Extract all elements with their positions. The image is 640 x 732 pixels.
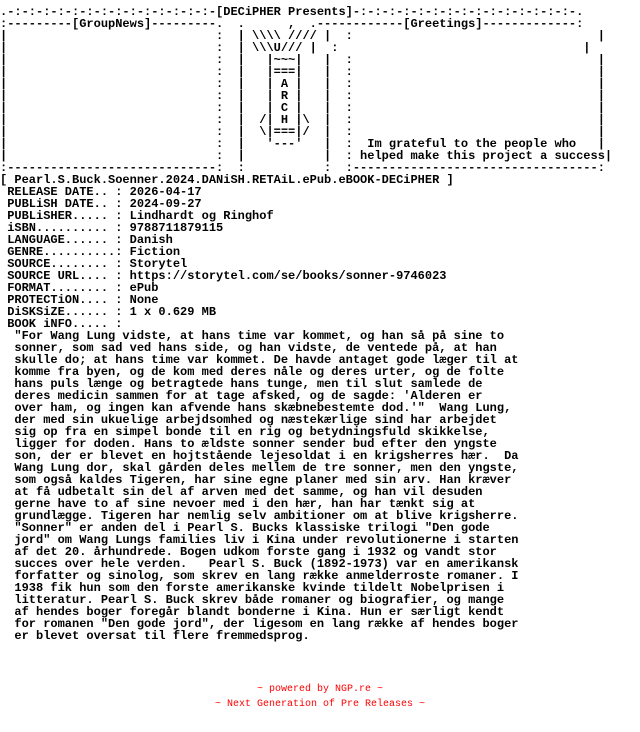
nfo-line: | : | |===| | : | xyxy=(0,65,605,79)
nfo-line: "Sonner" er anden del i Pearl S. Bucks klassiske trilogi "Den gode xyxy=(0,521,490,535)
nfo-line: "For Wang Lung vidste, at hans time var kommet, og han så på sine to xyxy=(0,329,505,343)
nfo-line: komme fra byen, og de kom med deres nåle og deres urter, og de folte xyxy=(0,365,505,379)
nfo-line: som også kaldes Tigeren, har sine egne planer med sin arv. Han kræver xyxy=(0,473,512,487)
nfo-line: iSBN.......... : 9788711879115 xyxy=(0,221,224,235)
nfo-line: PUBLiSHER..... : Lindhardt og Ringhof xyxy=(0,209,274,223)
nfo-line: | : | |~~~| | : | xyxy=(0,53,605,67)
nfo-text-block xyxy=(0,6,612,642)
nfo-line: GENRE..........: Fiction xyxy=(0,245,181,259)
nfo-line: FORMAT........ : ePub xyxy=(0,281,159,295)
nfo-line: gerne have to af sine nevoer med i den hær, han har tænkt sig at xyxy=(0,497,476,511)
nfo-line: sig op fra en simpel bonde til en rig og betydningsfuld skikkelse, xyxy=(0,425,490,439)
nfo-line: DiSKSiZE...... : 1 x 0.629 MB xyxy=(0,305,217,319)
nfo-line: | : | '---' | : Im grateful to the people who | xyxy=(0,137,605,151)
nfo-footer xyxy=(0,682,640,712)
nfo-line: | : | | : helped make this project a success| xyxy=(0,149,613,163)
nfo-line: | : | | C | | : | xyxy=(0,101,605,115)
nfo-line: der med sin ukuelige arbejdsomhed og næstekærlige sind har arbejdet xyxy=(0,413,497,427)
nfo-line: at få udbetalt sin del af arven med det samme, og han vil desuden xyxy=(0,485,483,499)
nfo-line: litteratur. Pearl S. Buck skrev både romaner og biografier, og mange xyxy=(0,593,505,607)
powered-by-line: ~ powered by NGP.re ~ xyxy=(256,684,384,695)
nfo-line: SOURCE........ : Storytel xyxy=(0,257,188,271)
nfo-line: .-:-:-:-:-:-:-:-:-:-:-:-:-:-:-[DECiPHER Presents]-:-:-:-:-:-:-:-:-:-:-:-:-:-:-:-. xyxy=(0,5,584,19)
nfo-line: PUBLiSH DATE.. : 2024-09-27 xyxy=(0,197,202,211)
nfo-line: skulle do; at hans time var kommet. De havde antaget gode læger til at xyxy=(0,353,519,367)
nfo-line: af hendes boger foregår blandt bonderne i Kina. Hun er særligt kendt xyxy=(0,605,505,619)
nfo-line: | : | \\\\ //// | : | xyxy=(0,29,605,43)
nfo-line: :---------[GroupNews]---------. . , .------------[Greetings]-------------: xyxy=(0,17,584,31)
nfo-line: LANGUAGE...... : Danish xyxy=(0,233,173,247)
nfo-line: PROTECTiON.... : None xyxy=(0,293,159,307)
nfo-line: | : | /| H |\ | : | xyxy=(0,113,605,127)
nfo-line: hans puls længe og betragtede hans tunge, men til slut samlede de xyxy=(0,377,483,391)
nfo-line: deres medicin sammen for at tage afsked, og de sagde: 'Alderen er xyxy=(0,389,483,403)
nfo-line: er blevet oversat til flere fremmedsprog. xyxy=(0,629,310,643)
nfo-line: for romanen "Den gode jord", der ligesom en lang række af hendes boger xyxy=(0,617,519,631)
nfo-line: succes over hele verden. Pearl S. Buck (1892-1973) var en amerikansk xyxy=(0,557,519,571)
nfo-line: jord" om Wang Lungs families liv i Kina under revolutionerne i starten xyxy=(0,533,519,547)
tagline-line: ~ Next Generation of Pre Releases ~ xyxy=(214,699,426,710)
nfo-line: [ Pearl.S.Buck.Soenner.2024.DANiSH.RETAiL.ePub.eBOOK-DECiPHER ] xyxy=(0,173,454,187)
nfo-line: | : | \|===|/ | : | xyxy=(0,125,605,139)
nfo-line: af det 20. århundrede. Bogen udkom forste gang i 1932 og vandt stor xyxy=(0,545,497,559)
nfo-line: SOURCE URL.... : https://storytel.com/se/books/sonner-9746023 xyxy=(0,269,447,283)
nfo-line: Wang Lung dor, skal gården deles mellem de tre sonner, men den yngste, xyxy=(0,461,519,475)
nfo-line: | : | | R | | : | xyxy=(0,89,605,103)
nfo-line: | : | | A | | : | xyxy=(0,77,605,91)
nfo-line: ligger for doden. Hans to ældste sonner sender bud efter den yngste xyxy=(0,437,497,451)
nfo-line: | : | \\\U/// | : | xyxy=(0,41,591,55)
nfo-line: RELEASE DATE.. : 2026-04-17 xyxy=(0,185,202,199)
nfo-line: :-----------------------------: : : :----------------------------------: xyxy=(0,161,605,175)
nfo-line: over ham, og ingen kan afvende hans skæbnebestemte dod.'" Wang Lung, xyxy=(0,401,512,415)
nfo-line: forfatter og sinolog, som skrev en lang række anmelderroste romaner. I xyxy=(0,569,519,583)
nfo-line: BOOK iNFO..... : xyxy=(0,317,123,331)
nfo-line: 1938 fik hun som den forste amerikanske kvinde tildelt Nobelprisen i xyxy=(0,581,505,595)
nfo-line: sonner, som sad ved hans side, og han vidste, de ventede på, at han xyxy=(0,341,497,355)
nfo-line: grundlægge. Tigeren har nemlig selv ambitioner om at blive krigsherre. xyxy=(0,509,519,523)
nfo-line: son, der er blevet en hojtstående lejesoldat i en krigsherres hær. Da xyxy=(0,449,519,463)
